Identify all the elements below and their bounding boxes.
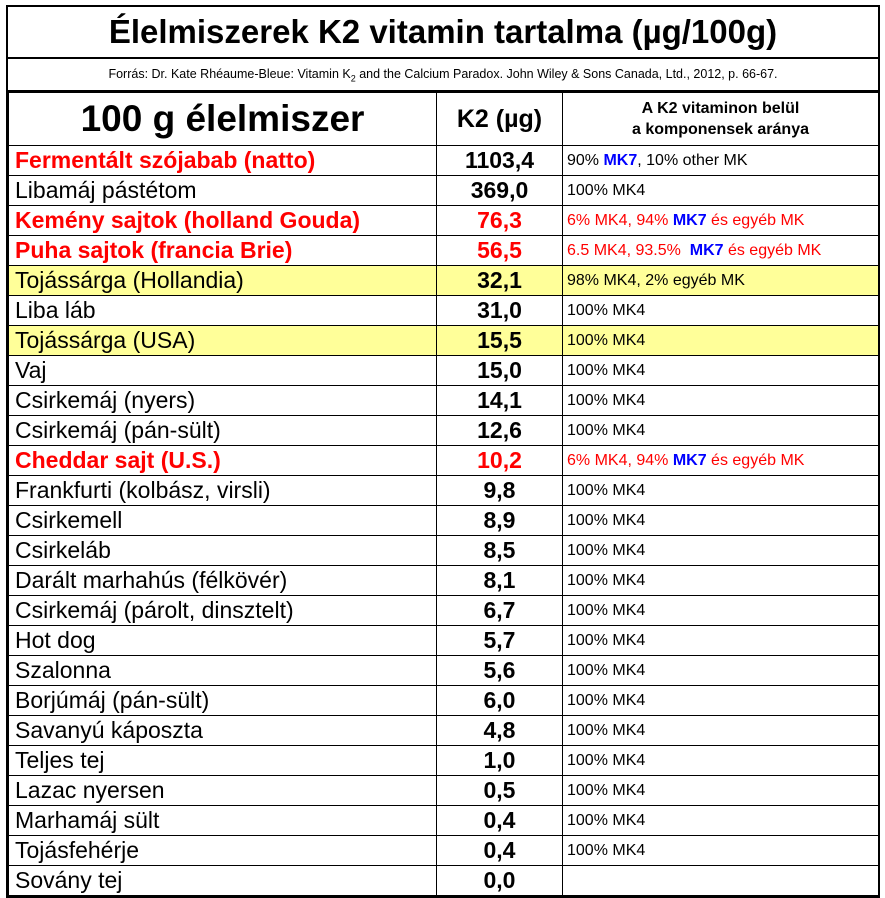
food-name: Borjúmáj (pán-sült) [9,686,437,716]
source-subscript: 2 [350,73,356,84]
mk7-label: MK7 [689,241,724,259]
header-components-line1: A K2 vitaminon belül [641,100,800,117]
component-text: 100% MK4 [567,631,646,649]
component-ratio [563,656,879,686]
food-name: Kemény sajtok (holland Gouda) [9,206,437,236]
k2-value: 0,4 [437,836,563,866]
k2-value: 5,6 [437,656,563,686]
food-name: Csirkemell [9,506,437,536]
header-components [563,93,879,146]
component-text: 6% MK4, 94% [567,211,673,229]
k2-value: 4,8 [437,716,563,746]
component-text: 6% MK4, 94% [567,451,673,469]
food-name: Sovány tej [9,866,437,896]
source-citation [8,59,878,92]
component-ratio [563,476,879,506]
table-row [9,836,879,866]
table-row [9,386,879,416]
component-ratio [563,866,879,896]
component-text: és egyéb MK [706,211,805,229]
component-ratio [563,506,879,536]
component-ratio [563,206,879,236]
component-text: 100% MK4 [567,571,646,589]
component-ratio [563,296,879,326]
k2-content-table [8,92,879,896]
table-row [9,566,879,596]
component-ratio [563,776,879,806]
k2-value: 8,1 [437,566,563,596]
food-name: Libamáj pástétom [9,176,437,206]
food-name: Frankfurti (kolbász, virsli) [9,476,437,506]
k2-value: 1,0 [437,746,563,776]
component-ratio [563,746,879,776]
component-text: 100% MK4 [567,181,646,199]
table-header-row [9,93,879,146]
component-ratio [563,836,879,866]
table-row [9,716,879,746]
component-text: 100% MK4 [567,421,646,439]
component-text: , 10% other MK [637,151,748,169]
table-row [9,536,879,566]
mk7-label: MK7 [672,211,707,229]
component-ratio [563,236,879,266]
k2-value: 6,7 [437,596,563,626]
table-row [9,626,879,656]
food-name: Marhamáj sült [9,806,437,836]
k2-value: 32,1 [437,266,563,296]
mk7-label: MK7 [603,151,638,169]
component-ratio [563,446,879,476]
food-name: Fermentált szójabab (natto) [9,146,437,176]
component-ratio [563,596,879,626]
component-text: 100% MK4 [567,601,646,619]
mk7-label: MK7 [672,451,707,469]
component-ratio [563,416,879,446]
component-ratio [563,686,879,716]
table-row [9,356,879,386]
component-text: 100% MK4 [567,391,646,409]
table-row [9,476,879,506]
component-text: 6.5 MK4, 93.5% [567,241,690,259]
food-name: Lazac nyersen [9,776,437,806]
source-text-start: Forrás: Dr. Kate Rhéaume-Bleue: Vitamin K [108,67,351,81]
k2-value: 12,6 [437,416,563,446]
header-k2: K2 (µg) [437,93,563,146]
component-ratio [563,176,879,206]
component-ratio [563,806,879,836]
page-title: Élelmiszerek K2 vitamin tartalma (µg/100g) [8,7,878,59]
component-text: 100% MK4 [567,541,646,559]
food-name: Vaj [9,356,437,386]
component-ratio [563,356,879,386]
k2-value: 14,1 [437,386,563,416]
component-ratio [563,716,879,746]
component-text: 98% MK4, 2% egyéb MK [567,271,745,289]
component-text: 100% MK4 [567,511,646,529]
food-name: Csirkemáj (nyers) [9,386,437,416]
food-name: Tojássárga (Hollandia) [9,266,437,296]
table-row [9,746,879,776]
table-body [9,146,879,896]
k2-value: 0,0 [437,866,563,896]
food-name: Csirkeláb [9,536,437,566]
k2-value: 15,5 [437,326,563,356]
component-text: 90% [567,151,604,169]
header-components-line2: a komponensek aránya [632,121,809,138]
food-name: Darált marhahús (félkövér) [9,566,437,596]
k2-value: 9,8 [437,476,563,506]
header-food: 100 g élelmiszer [9,93,437,146]
table-row [9,326,879,356]
component-text: 100% MK4 [567,331,646,349]
k2-value: 76,3 [437,206,563,236]
component-ratio [563,146,879,176]
component-text: 100% MK4 [567,841,646,859]
food-name: Tojássárga (USA) [9,326,437,356]
k2-value: 369,0 [437,176,563,206]
table-row [9,236,879,266]
table-row [9,806,879,836]
component-ratio [563,626,879,656]
k2-value: 31,0 [437,296,563,326]
component-text: 100% MK4 [567,691,646,709]
table-row [9,446,879,476]
food-name: Liba láb [9,296,437,326]
component-text: 100% MK4 [567,751,646,769]
table-row [9,176,879,206]
k2-value: 10,2 [437,446,563,476]
table-row [9,776,879,806]
k2-value: 56,5 [437,236,563,266]
table-row [9,596,879,626]
k2-value: 8,9 [437,506,563,536]
k2-value: 0,4 [437,806,563,836]
component-ratio [563,266,879,296]
component-text: 100% MK4 [567,721,646,739]
component-text: és egyéb MK [723,241,822,259]
k2-vitamin-sheet [6,5,880,898]
component-ratio [563,536,879,566]
component-text: 100% MK4 [567,361,646,379]
component-ratio [563,326,879,356]
table-row [9,686,879,716]
table-row [9,866,879,896]
k2-value: 1103,4 [437,146,563,176]
k2-value: 8,5 [437,536,563,566]
k2-value: 6,0 [437,686,563,716]
table-row [9,656,879,686]
food-name: Szalonna [9,656,437,686]
food-name: Csirkemáj (pán-sült) [9,416,437,446]
component-text: 100% MK4 [567,661,646,679]
food-name: Csirkemáj (párolt, dinsztelt) [9,596,437,626]
k2-value: 5,7 [437,626,563,656]
table-row [9,506,879,536]
component-text: és egyéb MK [706,451,805,469]
source-text-end: and the Calcium Paradox. John Wiley & Sons Canada, Ltd., 2012, p. 66-67. [355,67,778,81]
food-name: Tojásfehérje [9,836,437,866]
table-row [9,206,879,236]
food-name: Hot dog [9,626,437,656]
food-name: Puha sajtok (francia Brie) [9,236,437,266]
component-ratio [563,566,879,596]
food-name: Savanyú káposzta [9,716,437,746]
k2-value: 0,5 [437,776,563,806]
table-row [9,296,879,326]
table-row [9,416,879,446]
component-text: 100% MK4 [567,301,646,319]
component-text: 100% MK4 [567,811,646,829]
food-name: Cheddar sajt (U.S.) [9,446,437,476]
table-row [9,146,879,176]
table-row [9,266,879,296]
component-text: 100% MK4 [567,481,646,499]
k2-value: 15,0 [437,356,563,386]
component-text: 100% MK4 [567,781,646,799]
component-ratio [563,386,879,416]
food-name: Teljes tej [9,746,437,776]
